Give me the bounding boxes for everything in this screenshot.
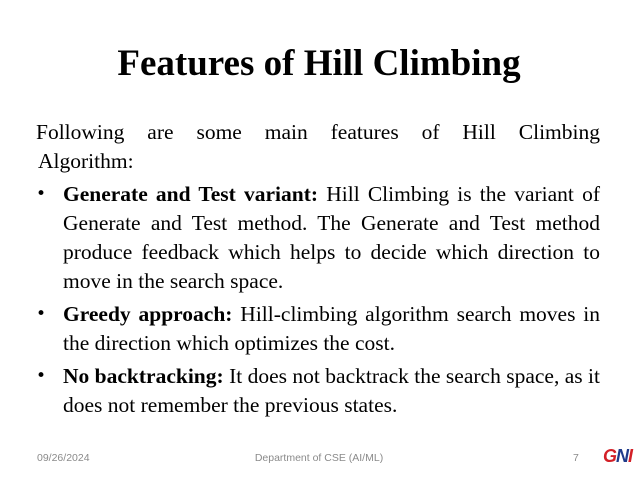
bullet-item-generate-and-test bbox=[36, 180, 600, 296]
bullet-term: Generate and Test variant: bbox=[63, 182, 319, 206]
bullet-term: No backtracking: bbox=[63, 364, 224, 388]
footer-date: 09/26/2024 bbox=[37, 452, 90, 464]
bullet-dot-icon: • bbox=[36, 304, 47, 324]
bullet-text: It does not backtrack the search space, as it does not remember the previous states. bbox=[63, 364, 601, 417]
footer-department: Department of CSE (AI/ML) bbox=[254, 452, 384, 464]
slide-body bbox=[36, 118, 600, 424]
logo-letter-g: G bbox=[603, 446, 617, 466]
gni-logo bbox=[603, 445, 632, 467]
logo-letter-i: I bbox=[628, 446, 633, 466]
intro-line-continued: Algorithm: bbox=[38, 149, 134, 173]
bullet-term: Greedy approach: bbox=[63, 302, 233, 326]
bullet-item-no-backtracking bbox=[36, 362, 600, 420]
bullet-dot-icon: • bbox=[36, 366, 47, 386]
logo-letter-n: N bbox=[616, 446, 629, 466]
footer-page-number: 7 bbox=[573, 452, 579, 464]
slide-title: Features of Hill Climbing bbox=[117, 43, 521, 84]
intro-line: Following are some main features of Hill Climbing bbox=[36, 120, 600, 144]
bullet-dot-icon: • bbox=[36, 184, 47, 204]
bullet-text: Hill Climbing is the variant of Generate and Test method. The Generate and Test method produce feedback which helps to decide which direction to move in the search space. bbox=[63, 182, 600, 293]
bullet-text: Hill-climbing algorithm search moves in the direction which optimizes the cost. bbox=[63, 302, 600, 355]
bullet-item-greedy-approach bbox=[36, 300, 600, 358]
